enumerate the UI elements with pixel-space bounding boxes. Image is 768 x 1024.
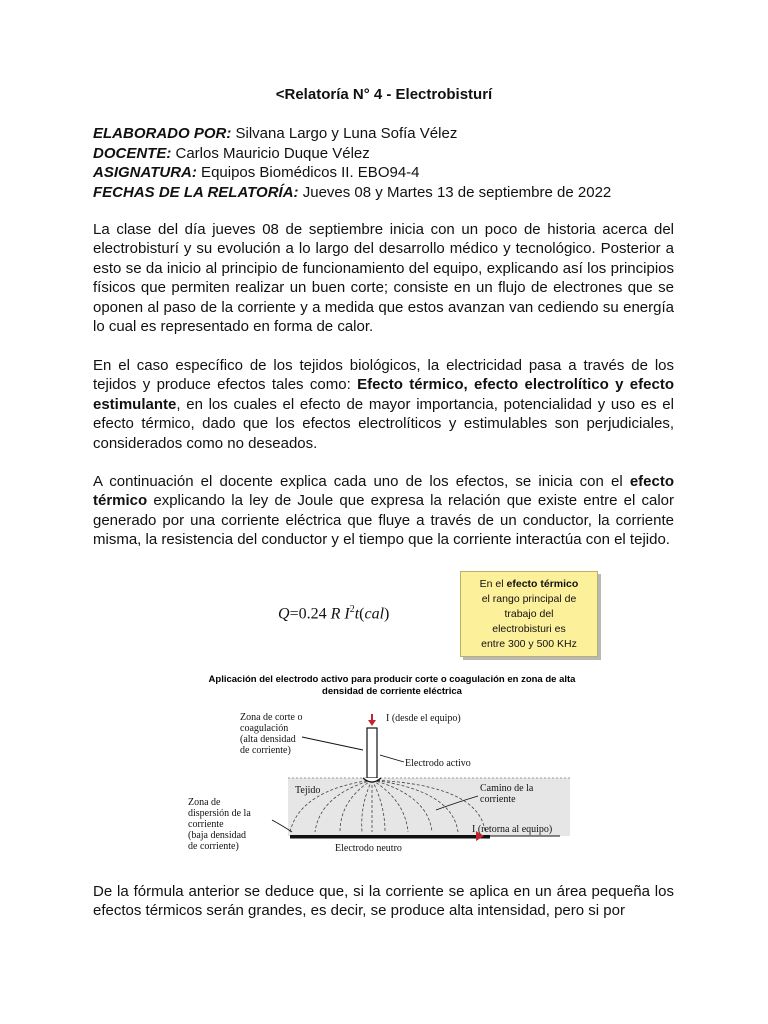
electrodo-activo-label: Electrodo activo xyxy=(405,758,471,769)
document-title: <Relatoría N° 4 - Electrobisturí xyxy=(275,86,493,103)
paragraph-4: De la fórmula anterior se deduce que, si la corriente se aplica en un área pequeña los efectos térmicos serán grandes, es decir, se produce alta intensidad, pero si por xyxy=(93,883,674,920)
paragraph-1: La clase del día jueves 08 de septiembre inicia con un poco de historia acerca del electrobisturí y su evolución a lo largo del desarrollo médico y tecnológico. Posterior a esto se da inicio al principio de funcionamiento del equipo, explicando así los principios físicos que permiten realizar un buen corte; consiste en un flujo de electrones que se oponen al paso de la corriente y a medida que estos avanzan van cediendo su energía lo cual es representado en forma de calor. xyxy=(93,221,674,336)
zona-dispersion-label: Zona de dispersión de la corriente (baja densidad de corriente) xyxy=(188,797,251,852)
electrode-diagram xyxy=(180,670,580,865)
desde-equipo-label: I (desde el equipo) xyxy=(386,713,461,724)
diagram-title-line2: densidad de corriente eléctrica xyxy=(322,686,462,697)
asignatura-row: ASIGNATURA: Equipos Biomédicos II. EBO94-4 xyxy=(93,164,420,181)
active-electrode xyxy=(367,728,377,778)
joule-formula: Q=0.24 R $I^2t(cal)$ xyxy=(278,604,390,623)
electrodo-neutro-label: Electrodo neutro xyxy=(335,843,402,854)
tejido-label: Tejido xyxy=(295,785,321,796)
fechas-row: FECHAS DE LA RELATORÍA: Jueves 08 y Martes 13 de septiembre de 2022 xyxy=(93,183,612,201)
elaborado-row: ELABORADO POR: Silvana Largo y Luna Sofía Vélez xyxy=(93,125,458,142)
paragraph-2: En el caso específico de los tejidos biológicos, la electricidad pasa a través de los tejidos y produce efectos tales como: Efecto térmico, efecto electrolítico y efecto estimulante, en los cuales el efecto de mayor importancia, potencialidad y uso es el efecto térmico, dado que los efectos electrolíticos y estimulables son perjudiciales, considerados como no deseados. xyxy=(93,357,674,452)
diagram-title-line1: Aplicación del electrodo activo para producir corte o coagulación en zona de alta xyxy=(208,674,576,685)
header-info xyxy=(93,124,611,202)
docente-row: DOCENTE: Carlos Mauricio Duque Vélez xyxy=(93,144,370,162)
neutral-electrode xyxy=(290,835,490,839)
zona-corte-label: Zona de corte o coagulación (alta densidad de corriente) xyxy=(240,712,303,756)
retorna-label: I (retorna al equipo) xyxy=(472,824,553,835)
frequency-note: En el efecto térmico el rango principal de trabajo del electrobisturi es entre 300 y 500 KHz xyxy=(460,571,598,657)
paragraph-3: A continuación el docente explica cada uno de los efectos, se inicia con el efecto térmico explicando la ley de Joule que expresa la relación que existe entre el calor generado por una corriente eléctrica que fluye a través de un conductor, la corriente misma, la resistencia del conductor y el tiempo que la corriente interactúa con el tejido. xyxy=(93,473,674,549)
camino-label: Camino de la corriente xyxy=(480,783,534,805)
